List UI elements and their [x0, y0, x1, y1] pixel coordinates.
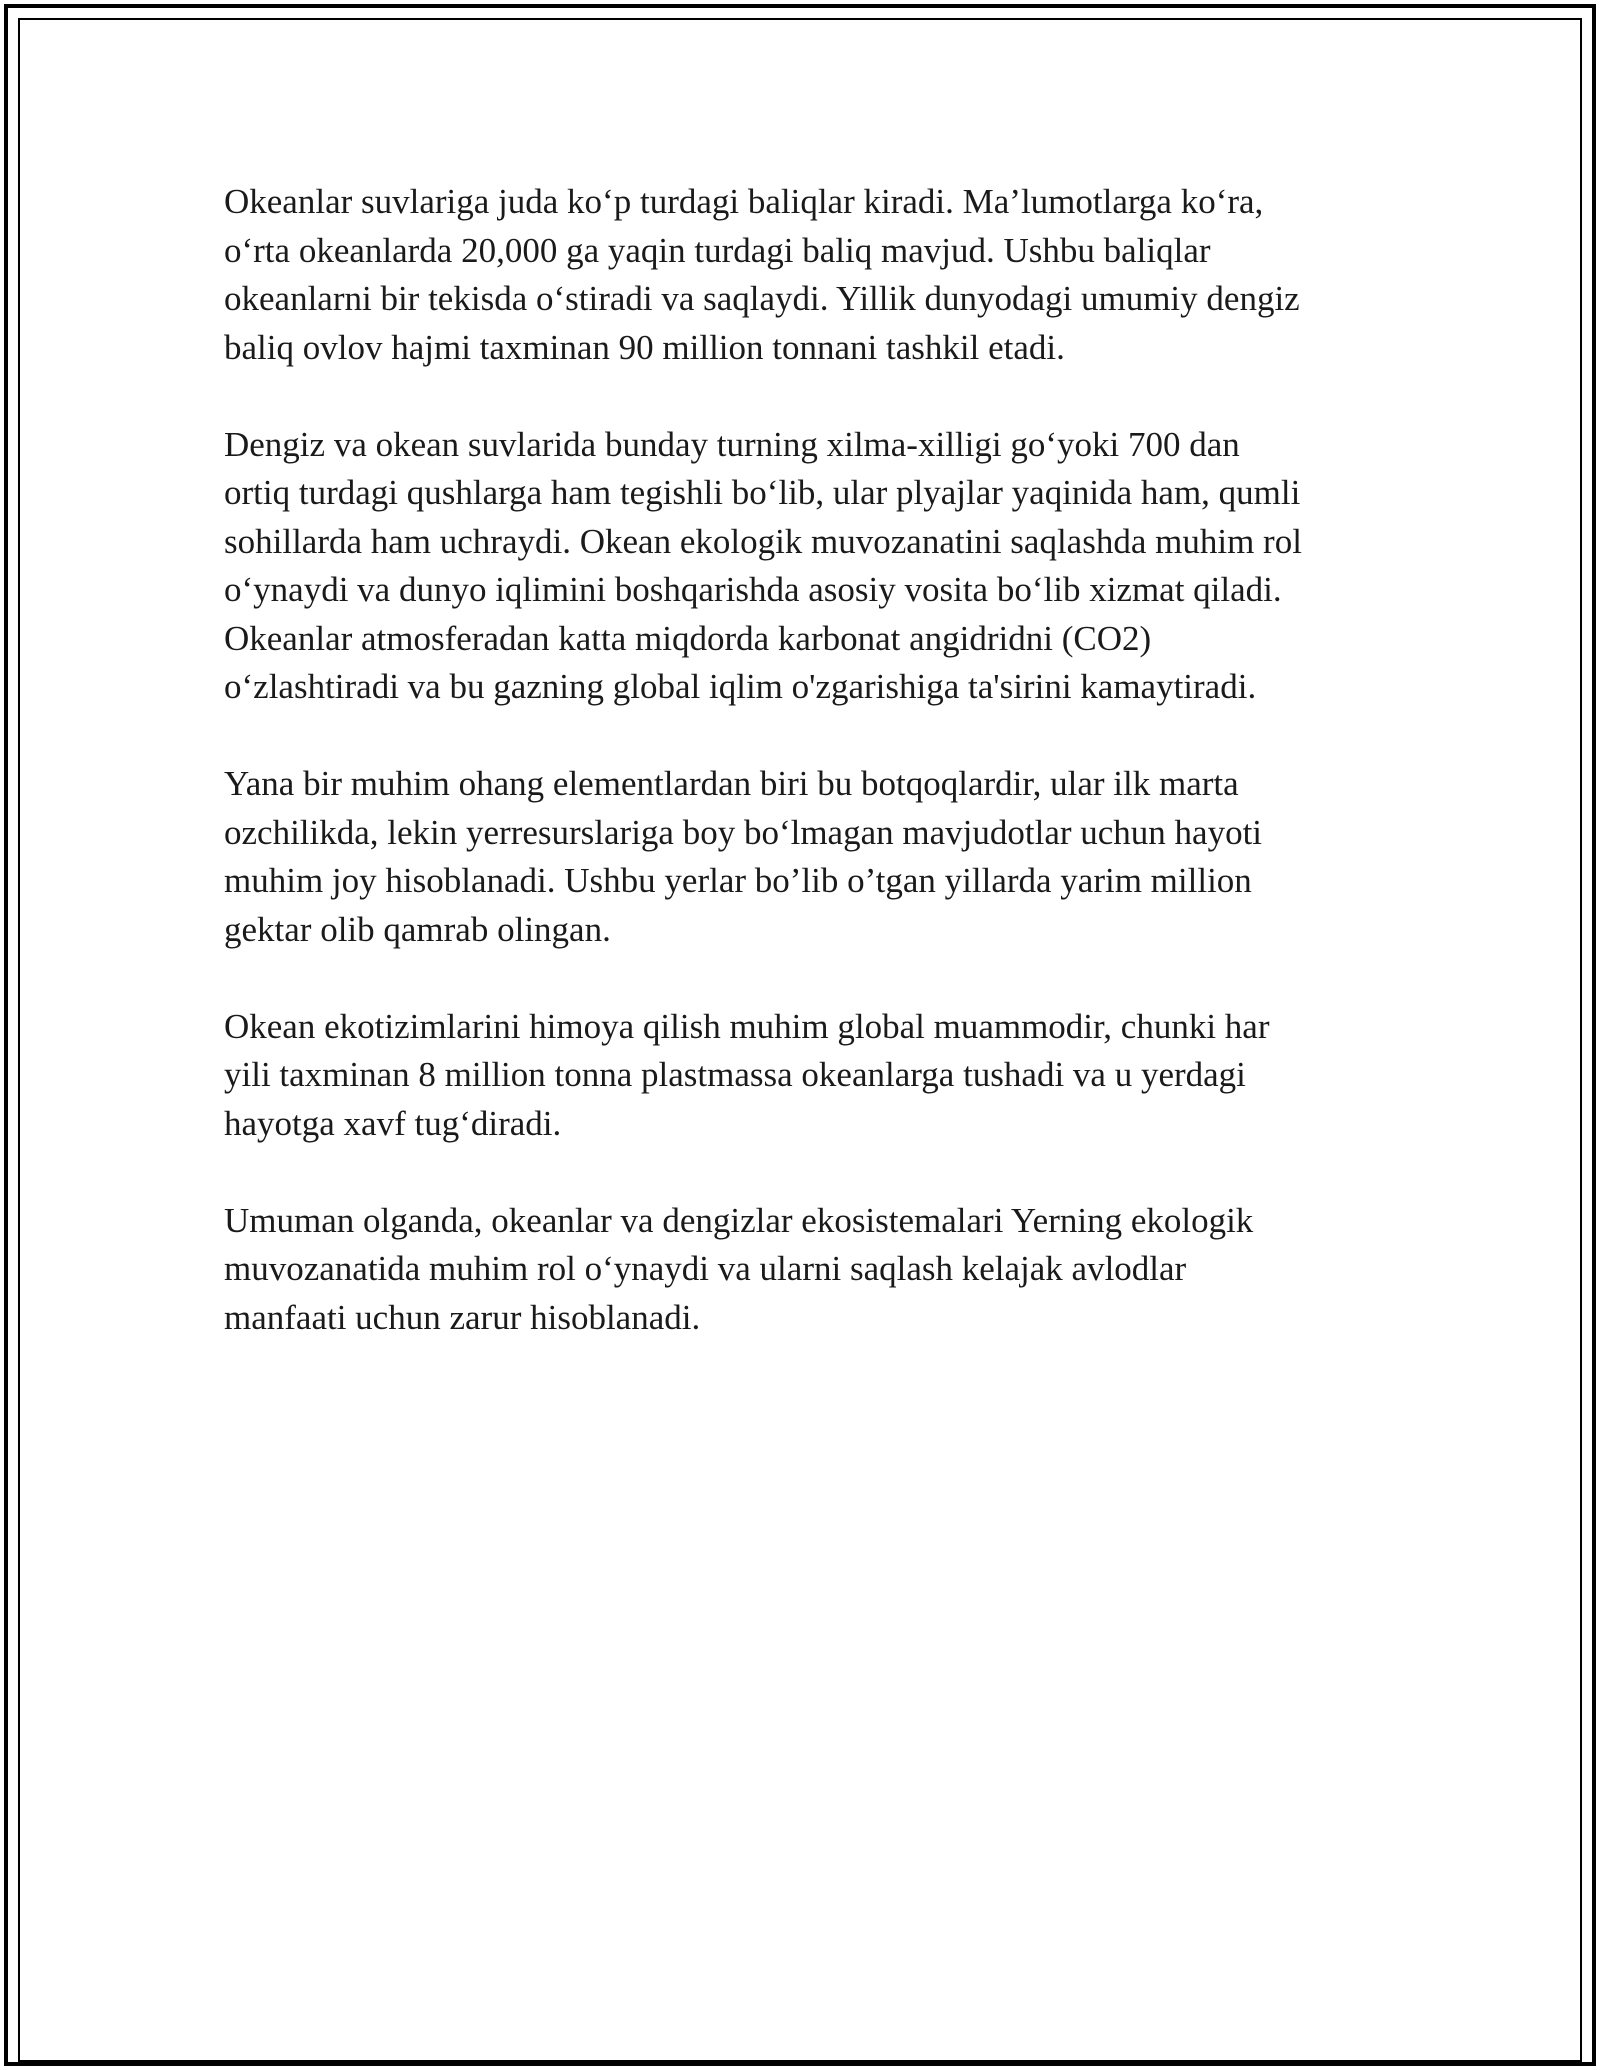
paragraph-line: muhim joy hisoblanadi. Ushbu yerlar bo’lib o’tgan yillarda yarim million [224, 861, 1252, 900]
paragraph-line: o‘zlashtiradi va bu gazning global iqlim o'zgarishiga ta'sirini kamaytiradi. [224, 667, 1257, 706]
paragraph-1 [224, 178, 1404, 372]
paragraph-line: Okeanlar atmosferadan katta miqdorda karbonat angidridni (CO2) [224, 618, 1152, 658]
paragraph-line: Umuman olganda, okeanlar va dengizlar ekosistemalari Yerning ekologik [224, 1200, 1254, 1240]
paragraph-2 [224, 421, 1404, 712]
paragraph-line: ortiq turdagi qushlarga ham tegishli bo‘lib, ular plyajlar yaqinida ham, qumli [224, 473, 1301, 512]
paragraph-line: o‘ynaydi va dunyo iqlimini boshqarishda asosiy vosita bo‘lib xizmat qiladi. [224, 570, 1282, 609]
paragraph-line: okeanlarni bir tekisda o‘stiradi va saqlaydi. Yillik dunyodagi umumiy dengiz [224, 279, 1300, 318]
paragraph-line: ozchilikda, lekin yerresurslariga boy bo‘lmagan mavjudotlar uchun hayoti [224, 812, 1263, 852]
paragraph-line: Okeanlar suvlariga juda ko‘p turdagi baliqlar kiradi. Ma’lumotlarga ko‘ra, [224, 182, 1264, 221]
paragraph-line: gektar olib qamrab olingan. [224, 909, 611, 949]
paragraph-line: manfaati uchun zarur hisoblanadi. [224, 1297, 701, 1337]
paragraph-line: muvozanatida muhim rol o‘ynaydi va ularni saqlash kelajak avlodlar [224, 1249, 1187, 1288]
paragraph-3 [224, 760, 1404, 954]
document-body [224, 178, 1404, 1391]
paragraph-line: Okean ekotizimlarini himoya qilish muhim global muammodir, chunki har [224, 1006, 1270, 1046]
paragraph-4 [224, 1003, 1404, 1149]
paragraph-line: Yana bir muhim ohang elementlardan biri bu botqoqlardir, ular ilk marta [224, 764, 1239, 803]
paragraph-line: Dengiz va okean suvlarida bunday turning xilma-xilligi go‘yoki 700 dan [224, 424, 1240, 464]
paragraph-5 [224, 1197, 1404, 1343]
paragraph-line: sohillarda ham uchraydi. Okean ekologik muvozanatini saqlashda muhim rol [224, 521, 1302, 561]
paragraph-line: yili taxminan 8 million tonna plastmassa okeanlarga tushadi va u yerdagi [224, 1055, 1246, 1094]
paragraph-line: hayotga xavf tug‘diradi. [224, 1103, 562, 1143]
paragraph-line: o‘rta okeanlarda 20,000 ga yaqin turdagi baliq mavjud. Ushbu baliqlar [224, 230, 1211, 270]
paragraph-line: baliq ovlov hajmi taxminan 90 million tonnani tashkil etadi. [224, 327, 1065, 367]
